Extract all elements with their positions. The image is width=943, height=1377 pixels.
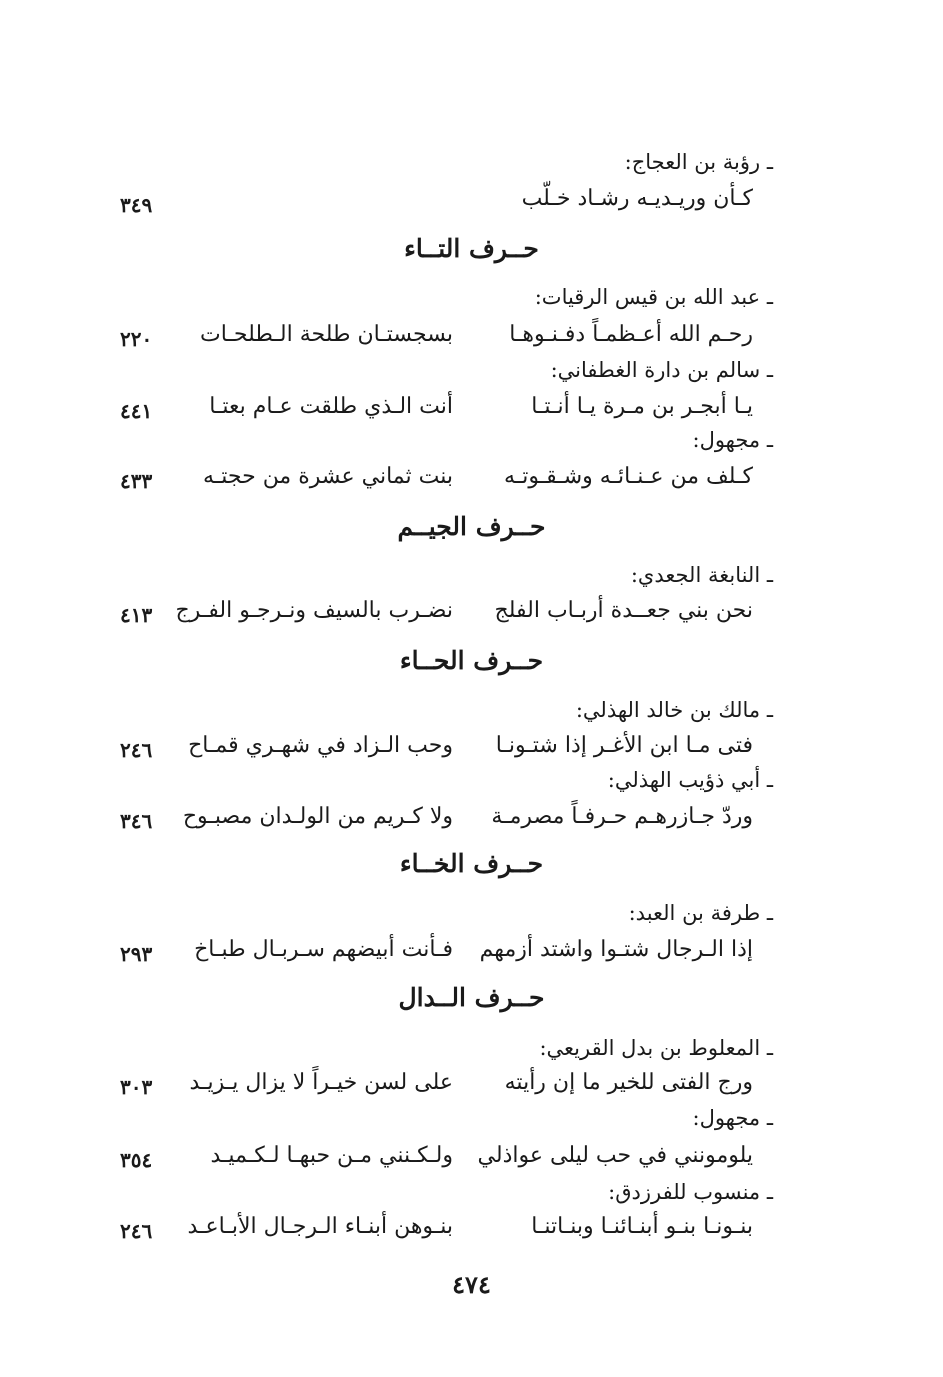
poet-name: ـ مجهول: [692, 1106, 773, 1130]
poet-name: ـ مالك بن خالد الهذلي: [575, 698, 773, 722]
poet-name: ـ عبد الله بن قيس الرقيات: [534, 285, 773, 309]
verse-first-hemistich: كـأن وريـديـه رشـاد خـلّب [521, 186, 753, 211]
page-reference: ٣٤٦ [120, 809, 153, 833]
page-reference: ٢٤٦ [120, 738, 153, 762]
page-reference: ٢٤٦ [120, 1219, 153, 1243]
verse-first-hemistich: وردّ جـازرهـم حـرفـاً مصرمـة [491, 804, 753, 829]
section-heading: حــرف الــدال [398, 983, 545, 1012]
poet-name: ـ طرفة بن العبد: [628, 901, 773, 925]
section-heading: حــرف الحــاء [399, 646, 544, 675]
verse-second-hemistich: بنت ثماني عشرة من حجتـه [203, 464, 453, 489]
verse-second-hemistich: فـأنت أبيضهم سـربـال طبـاخ [194, 937, 453, 962]
verse-second-hemistich: وحب الـزاد في شهـري قمـاح [188, 733, 453, 758]
section-heading: حــرف التــاء [404, 234, 539, 263]
verse-first-hemistich: إذا الـرجال شتـوا واشتد أزمهم [479, 937, 753, 962]
verse-second-hemistich: على لسن خيـراً لا يزال يـزيـد [189, 1070, 453, 1095]
verse-first-hemistich: يلومونني في حب ليلى عواذلي [477, 1143, 753, 1168]
poet-name: ـ سالم بن دارة الغطفاني: [550, 358, 773, 382]
verse-first-hemistich: ورج الفتى للخير ما إن رأيته [504, 1070, 753, 1095]
page-reference: ٤٣٣ [120, 469, 153, 493]
verse-first-hemistich: فتى مـا ابن الأغـر إذا شتـونـا [495, 733, 753, 758]
section-heading: حــرف الخــاء [399, 849, 544, 878]
page-reference: ٣٤٩ [120, 193, 153, 217]
verse-first-hemistich: رحـم الله أعـظمـاً دفـنـوهـا [509, 322, 753, 347]
poet-name: ـ المعلوط بن بدل القريعي: [539, 1036, 773, 1060]
page-reference: ٣٠٣ [120, 1075, 153, 1099]
verse-first-hemistich: نحن بني جعــدة أربـاب الفلج [494, 598, 753, 623]
page-reference: ٣٥٤ [120, 1148, 153, 1172]
page-number: ٤٧٤ [452, 1270, 491, 1299]
poet-name: ـ النابغة الجعدي: [630, 563, 773, 587]
verse-first-hemistich: كـلف من عـنـائـه وشـقـوتـه [503, 464, 753, 489]
verse-second-hemistich: أنت الـذي طلقت عـام بعتـا [209, 394, 453, 419]
poet-name: ـ منسوب للفرزدق: [608, 1180, 773, 1204]
poet-name: ـ مجهول: [692, 428, 773, 452]
verse-first-hemistich: يـا أبجـر بن مـرة يـا أنـتـا [531, 394, 753, 419]
verse-second-hemistich: نضـرب بالسيف ونـرجـو الفـرج [175, 598, 453, 623]
section-heading: حــرف الجيــم [397, 512, 546, 541]
verse-second-hemistich: ولـكـنني مـن حبهـا لـكـميـد [210, 1143, 453, 1168]
poet-name: ـ أبي ذؤيب الهذلي: [607, 768, 773, 792]
page-reference: ٤١٣ [120, 603, 153, 627]
page-reference: ٢٩٣ [120, 942, 153, 966]
verse-second-hemistich: بنـوهن أبنـاء الـرجـال الأبـاعـد [187, 1214, 453, 1239]
verse-first-hemistich: بنـونـا بنـو أبنـائنـا وبنـاتنـا [531, 1214, 753, 1239]
poet-name: ـ رؤبة بن العجاج: [624, 150, 773, 174]
page-reference: ٤٤١ [120, 399, 153, 423]
verse-second-hemistich: ولا كـريم من الولـدان مصبـوح [182, 804, 453, 829]
verse-second-hemistich: بسجستـان طلحة الـطلحـات [200, 322, 453, 347]
page-reference: ٢٢٠ [120, 327, 153, 351]
